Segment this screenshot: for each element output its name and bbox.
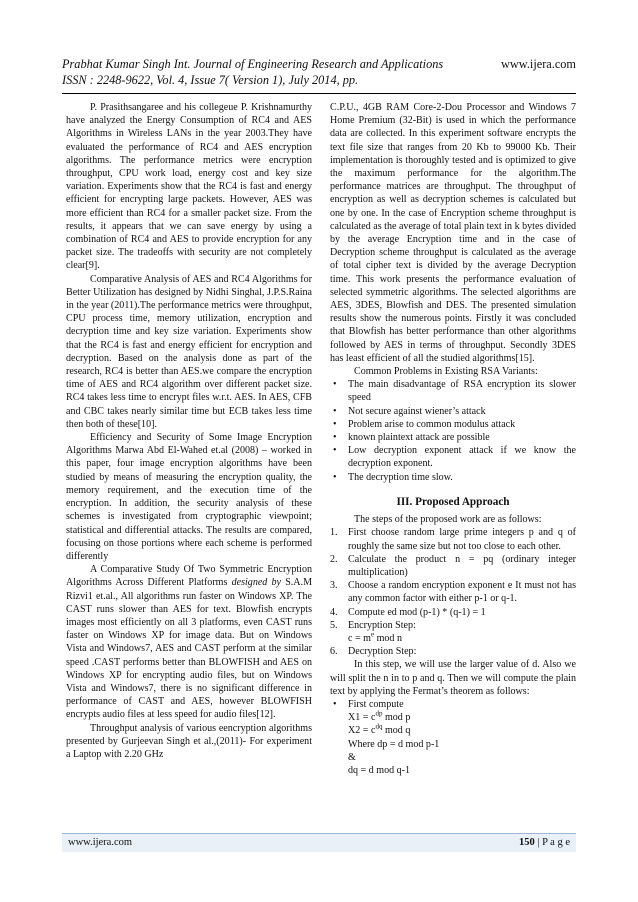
- paragraph-experiment-setup: C.P.U., 4GB RAM Core-2-Dou Processor and Windows 7 Home Premium (32-Bit) is used in which the performance data are collected. In this experiment software encrypts the text file size that ranges from 20 Kb to 99000 Kb. Their implementation is thoroughly tested and is optimized to give the maximum performance for the algorithm.The performance matrices are throughput. The throughput of encryption as well as decryption schemes is calculated but one by one. In the case of Encryption scheme throughput is calculated as the average of total plain text in k bytes divided by the average Encryption time and in the case of Decryption scheme throughput is calculated as the average of total cipher text is divided by the average Decryption time. This work presents the performance evaluation of selected symmetric algorithms. The selected algorithms are AES, 3DES, Blowfish and DES. The presented simulation results show the numerous points. Firstly it was concluded that Blowfish has better performance than other algorithms followed by AES in terms of throughput. Secondly 3DES has least efficient of all the studied algorithms[15].: [330, 102, 576, 364]
- list-item: • Low decryption exponent attack if we know the decryption exponent.: [330, 444, 576, 470]
- step-item: [330, 553, 576, 579]
- step-item: [330, 579, 576, 605]
- formula-exponent: dp: [375, 709, 383, 718]
- step-item: [330, 645, 576, 658]
- x1-formula: [330, 711, 576, 724]
- right-column: [330, 101, 576, 777]
- page-number-value: 150: [519, 837, 535, 848]
- dq-line: dq = d mod q-1: [348, 764, 411, 776]
- symmetric-study-title: A Comparative Study Of Two Symmetric Encryption Algorithms Across Different Platforms: [66, 564, 312, 589]
- step-text: First choose random large prime integers p and q of roughly the same size but not too close to each other.: [348, 527, 576, 552]
- step-text: Decryption Step:: [348, 646, 417, 658]
- list-item: • First compute: [330, 698, 576, 711]
- formula-exponent: dq: [375, 723, 383, 731]
- journal-title: Prabhat Kumar Singh Int. Journal of Engineering Research and Applications: [62, 57, 444, 71]
- where-line: Where dp = d mod p-1: [348, 738, 440, 750]
- list-item: • The main disadvantage of RSA encryption its slower speed: [330, 378, 576, 404]
- header-rule: [62, 93, 576, 94]
- section-heading: III. Proposed Approach: [396, 495, 510, 508]
- designed-by-text: designed by: [231, 577, 281, 589]
- step-number: 1.: [330, 527, 338, 539]
- left-column: [66, 101, 312, 761]
- step-text: Choose a random encryption exponent e It must not has any common factor with either p-1 or q-1.: [348, 580, 576, 605]
- header-line-1: [62, 57, 576, 72]
- paragraph-energy-consumption: P. Prasithsangaree and his collegeue P. Krishnamurthy have analyzed the Energy Consumption of RC4 and AES Algorithms in Wireless LANs in the year 2003.They have evaluated the performance of RC4 and AES encryption algorithms. The performance metrics were encryption throughput, CPU work load, energy cost and key size variation. Experiments show that the RC4 is fast and energy efficient for encrypting large packets. However, AES was more efficient than RC4 for a smaller packet size. From the results, it appears that we can save energy by using a combination of RC4 and AES to provide encryption for any packet size. The tradeoffs with security are not completely clear[9].: [66, 102, 312, 272]
- decryption-paragraph: In this step, we will use the larger value of d. Also we will split the n in to p and q. Then we will compute the plain text by applying the Fermat’s theorem as follows:: [330, 659, 576, 697]
- steps-intro: The steps of the proposed work are as follows:: [354, 514, 542, 526]
- step-item: [330, 526, 576, 552]
- page-footer: [62, 833, 576, 852]
- page-number: [519, 837, 570, 848]
- list-item: • Not secure against wiener’s attack: [330, 405, 576, 418]
- formula-exponent: e: [370, 630, 375, 639]
- list-item: • known plaintext attack are possible: [330, 431, 576, 444]
- formula-base: X1 = c: [348, 712, 376, 724]
- step-number: 3.: [330, 580, 338, 592]
- paragraph-aes-rc4-comparison: Comparative Analysis of AES and RC4 Algorithms for Better Utilization has designed by Nidhi Singhal, J.P.S.Raina in the year (2011).The performance metrics were throughput, CPU process time, memory utilization, encryption and decryption time and key size variation. Experiments show that the RC4 is fast and energy efficient for encryption and decryption. Based on the analysis done as part of the research, RC4 is better than AES.we compare the encryption time of AES and RC4 algorithm over different packet size. RC4 takes less time to encrypt files w.r.t. AES. In AES, CFB and CBC takes nearly similar time but ECB takes less time then both of these[10].: [66, 273, 312, 430]
- step-number: 2.: [330, 553, 338, 565]
- paragraph-symmetric-study: [66, 563, 312, 721]
- step-text: Calculate the product n = pq (ordinary integer multiplication): [348, 553, 576, 578]
- step-number: 4.: [330, 606, 338, 618]
- step-item: [330, 606, 576, 619]
- ampersand-line: &: [348, 751, 356, 763]
- header-url[interactable]: www.ijera.com: [500, 57, 576, 71]
- running-header: [62, 57, 576, 88]
- step-number: 5.: [330, 619, 338, 631]
- steps-list: [330, 526, 576, 632]
- step-number: 6.: [330, 646, 338, 658]
- paragraph-image-encryption: Efficiency and Security of Some Image Encryption Algorithms Marwa Abd El-Wahed et.al (2008) – worked in this paper, four image encryption algorithms have been studied by means of measuring the encryption quality, the memory requirement, and the execution time of the encryption. In addition, the security analysis of these schemes is investigated from cryptographic viewpoint; statistical and differential attacks. The results are compared, focusing on those portions where each scheme is performed differently: [66, 432, 312, 562]
- step-item: [330, 619, 576, 632]
- compute-list: [330, 698, 576, 711]
- formula-mod: mod q: [382, 725, 411, 737]
- encryption-formula: [330, 632, 576, 645]
- list-item: • Problem arise to common modulus attack: [330, 418, 576, 431]
- rsa-problems-intro: Common Problems in Existing RSA Variants:: [354, 366, 538, 378]
- paragraph-throughput-analysis: Throughput analysis of various eencryption algorithms presented by Gurjeevan Singh et al.,(2011)- For experiment a Laptop with 2.20 GHz: [66, 722, 312, 760]
- steps-list-cont: [330, 645, 576, 658]
- symmetric-study-body: S.A.M Rizvi1 et.al., All algorithms run faster on Windows XP. The CAST runs slower than AES for text. Blowfish encrypts images most efficiently on all 3 platforms, even CAST runs faster on Windows XP for image data. But on Windows Vista and Windows7, AES and CAST perform at the similar speed .CAST performs better than BLOWFISH and AES on Windows XP for encrypting audio files, but on Windows Vista and Windows7, there is no significant difference in performance of CAST and AES, however BLOWFISH encrypts audio files at less speed for audio files[12].: [66, 577, 313, 721]
- x2-formula: [330, 724, 576, 737]
- step-text: Encryption Step:: [348, 619, 416, 631]
- page-label: | P a g e: [534, 837, 570, 848]
- rsa-problems-list: [330, 378, 576, 484]
- list-item: • The decryption time slow.: [330, 471, 576, 484]
- footer-url[interactable]: www.ijera.com: [68, 837, 133, 848]
- formula-base: X2 = c: [348, 725, 376, 737]
- step-text: Compute ed mod (p-1) * (q-1) = 1: [348, 606, 486, 618]
- issn-line: ISSN : 2248-9622, Vol. 4, Issue 7( Version 1), July 2014, pp.: [62, 73, 359, 87]
- formula-base: c = m: [348, 632, 371, 644]
- formula-mod: mod n: [374, 632, 402, 644]
- formula-mod: mod p: [382, 712, 411, 724]
